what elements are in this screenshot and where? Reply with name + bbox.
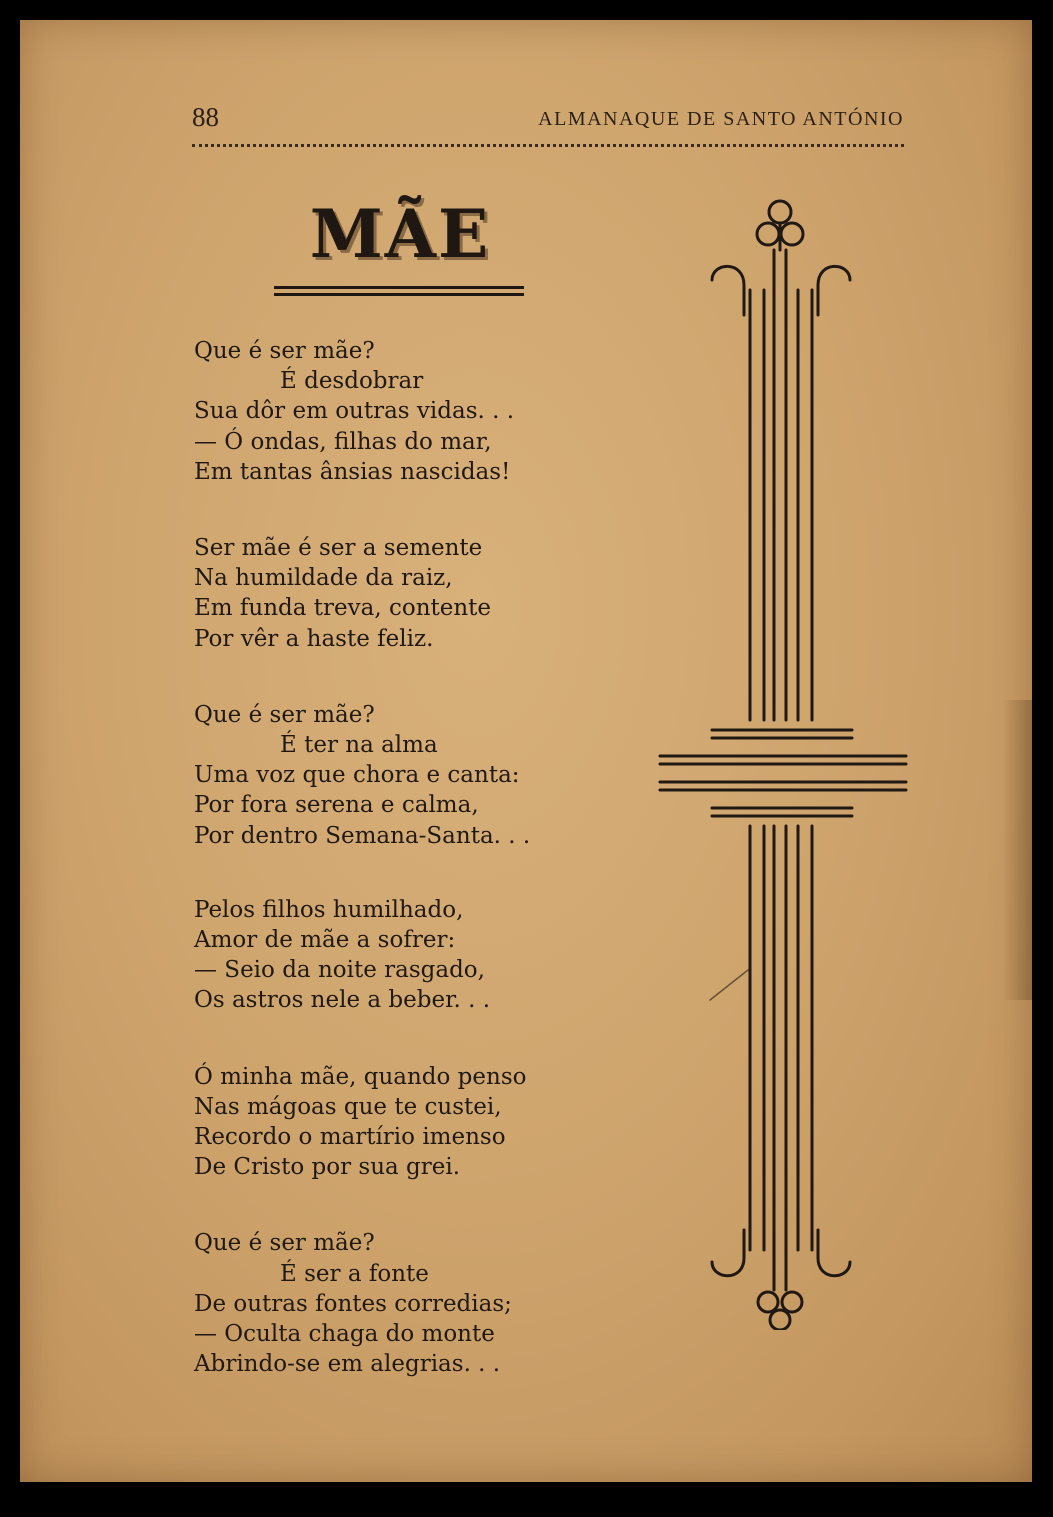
poem-line: Abrindo-se em alegrias. . . [194, 1351, 501, 1378]
poem-line: Em funda treva, contente [194, 595, 492, 622]
poem-line: Que é ser mãe? [194, 1230, 375, 1257]
poem-line: Ó minha mãe, quando penso [194, 1063, 527, 1090]
poem-line: Nas mágoas que te custei, [194, 1093, 502, 1120]
poem-line: Amor de mãe a sofrer: [194, 927, 456, 954]
poem-line: É desdobrar [280, 368, 424, 395]
poem-line: Uma voz que chora e canta: [194, 762, 520, 789]
poem-line: Por fora serena e calma, [194, 792, 479, 819]
poem-line: Sua dôr em outras vidas. . . [194, 398, 515, 425]
poem-line: Em tantas ânsias nascidas! [194, 458, 511, 485]
header-dotted-rule [192, 144, 904, 147]
stanza-6 [194, 1228, 594, 1379]
poem-line: Que é ser mãe? [194, 338, 375, 364]
stanza-2 [194, 533, 594, 654]
stanza-3 [194, 700, 594, 851]
clover-top-icon [757, 201, 803, 250]
poem-line: De outras fontes corredias; [194, 1290, 512, 1317]
poem-line: Recordo o martírio imenso [194, 1124, 506, 1151]
poem-line: Pelos filhos humilhado, [194, 896, 464, 923]
poem-title: MÃE [309, 195, 491, 273]
page-number: 88 [192, 102, 219, 132]
book-page [20, 20, 1032, 1482]
curl-bottom-left-icon [712, 1230, 744, 1276]
page-header [192, 102, 904, 142]
poem-line: De Cristo por sua grei. [194, 1154, 461, 1181]
stanza-1 [194, 336, 594, 487]
curl-top-right-icon [818, 266, 850, 315]
title-double-rule [274, 286, 524, 296]
curl-top-left-icon [712, 266, 744, 315]
poem-line: Os astros nele a beber. . . [194, 987, 491, 1014]
poem-line: É ser a fonte [280, 1260, 429, 1287]
running-title: ALMANAQUE DE SANTO ANTÓNIO [538, 108, 904, 130]
poem-line: Na humildade da raiz, [194, 565, 453, 592]
poem-line: Por dentro Semana-Santa. . . [194, 822, 531, 849]
page-edge-shadow [1002, 700, 1032, 1000]
poem-line: — Oculta chaga do monte [194, 1321, 495, 1348]
poem-line: — Ó ondas, filhas do mar, [194, 428, 492, 455]
stanza-4 [194, 895, 594, 1016]
poem-line: — Seio da noite rasgado, [194, 957, 485, 984]
poem-line: É ter na alma [280, 732, 438, 759]
decorative-pillar-ornament-icon [640, 190, 920, 1330]
poem-line: Que é ser mãe? [194, 701, 375, 728]
poem-line: Ser mãe é ser a semente [194, 535, 483, 562]
stanza-5 [194, 1062, 594, 1183]
poem [194, 336, 594, 1425]
clover-bottom-icon [758, 1292, 802, 1330]
poem-line: Por vêr a haste feliz. [194, 625, 434, 652]
curl-bottom-right-icon [818, 1230, 850, 1276]
